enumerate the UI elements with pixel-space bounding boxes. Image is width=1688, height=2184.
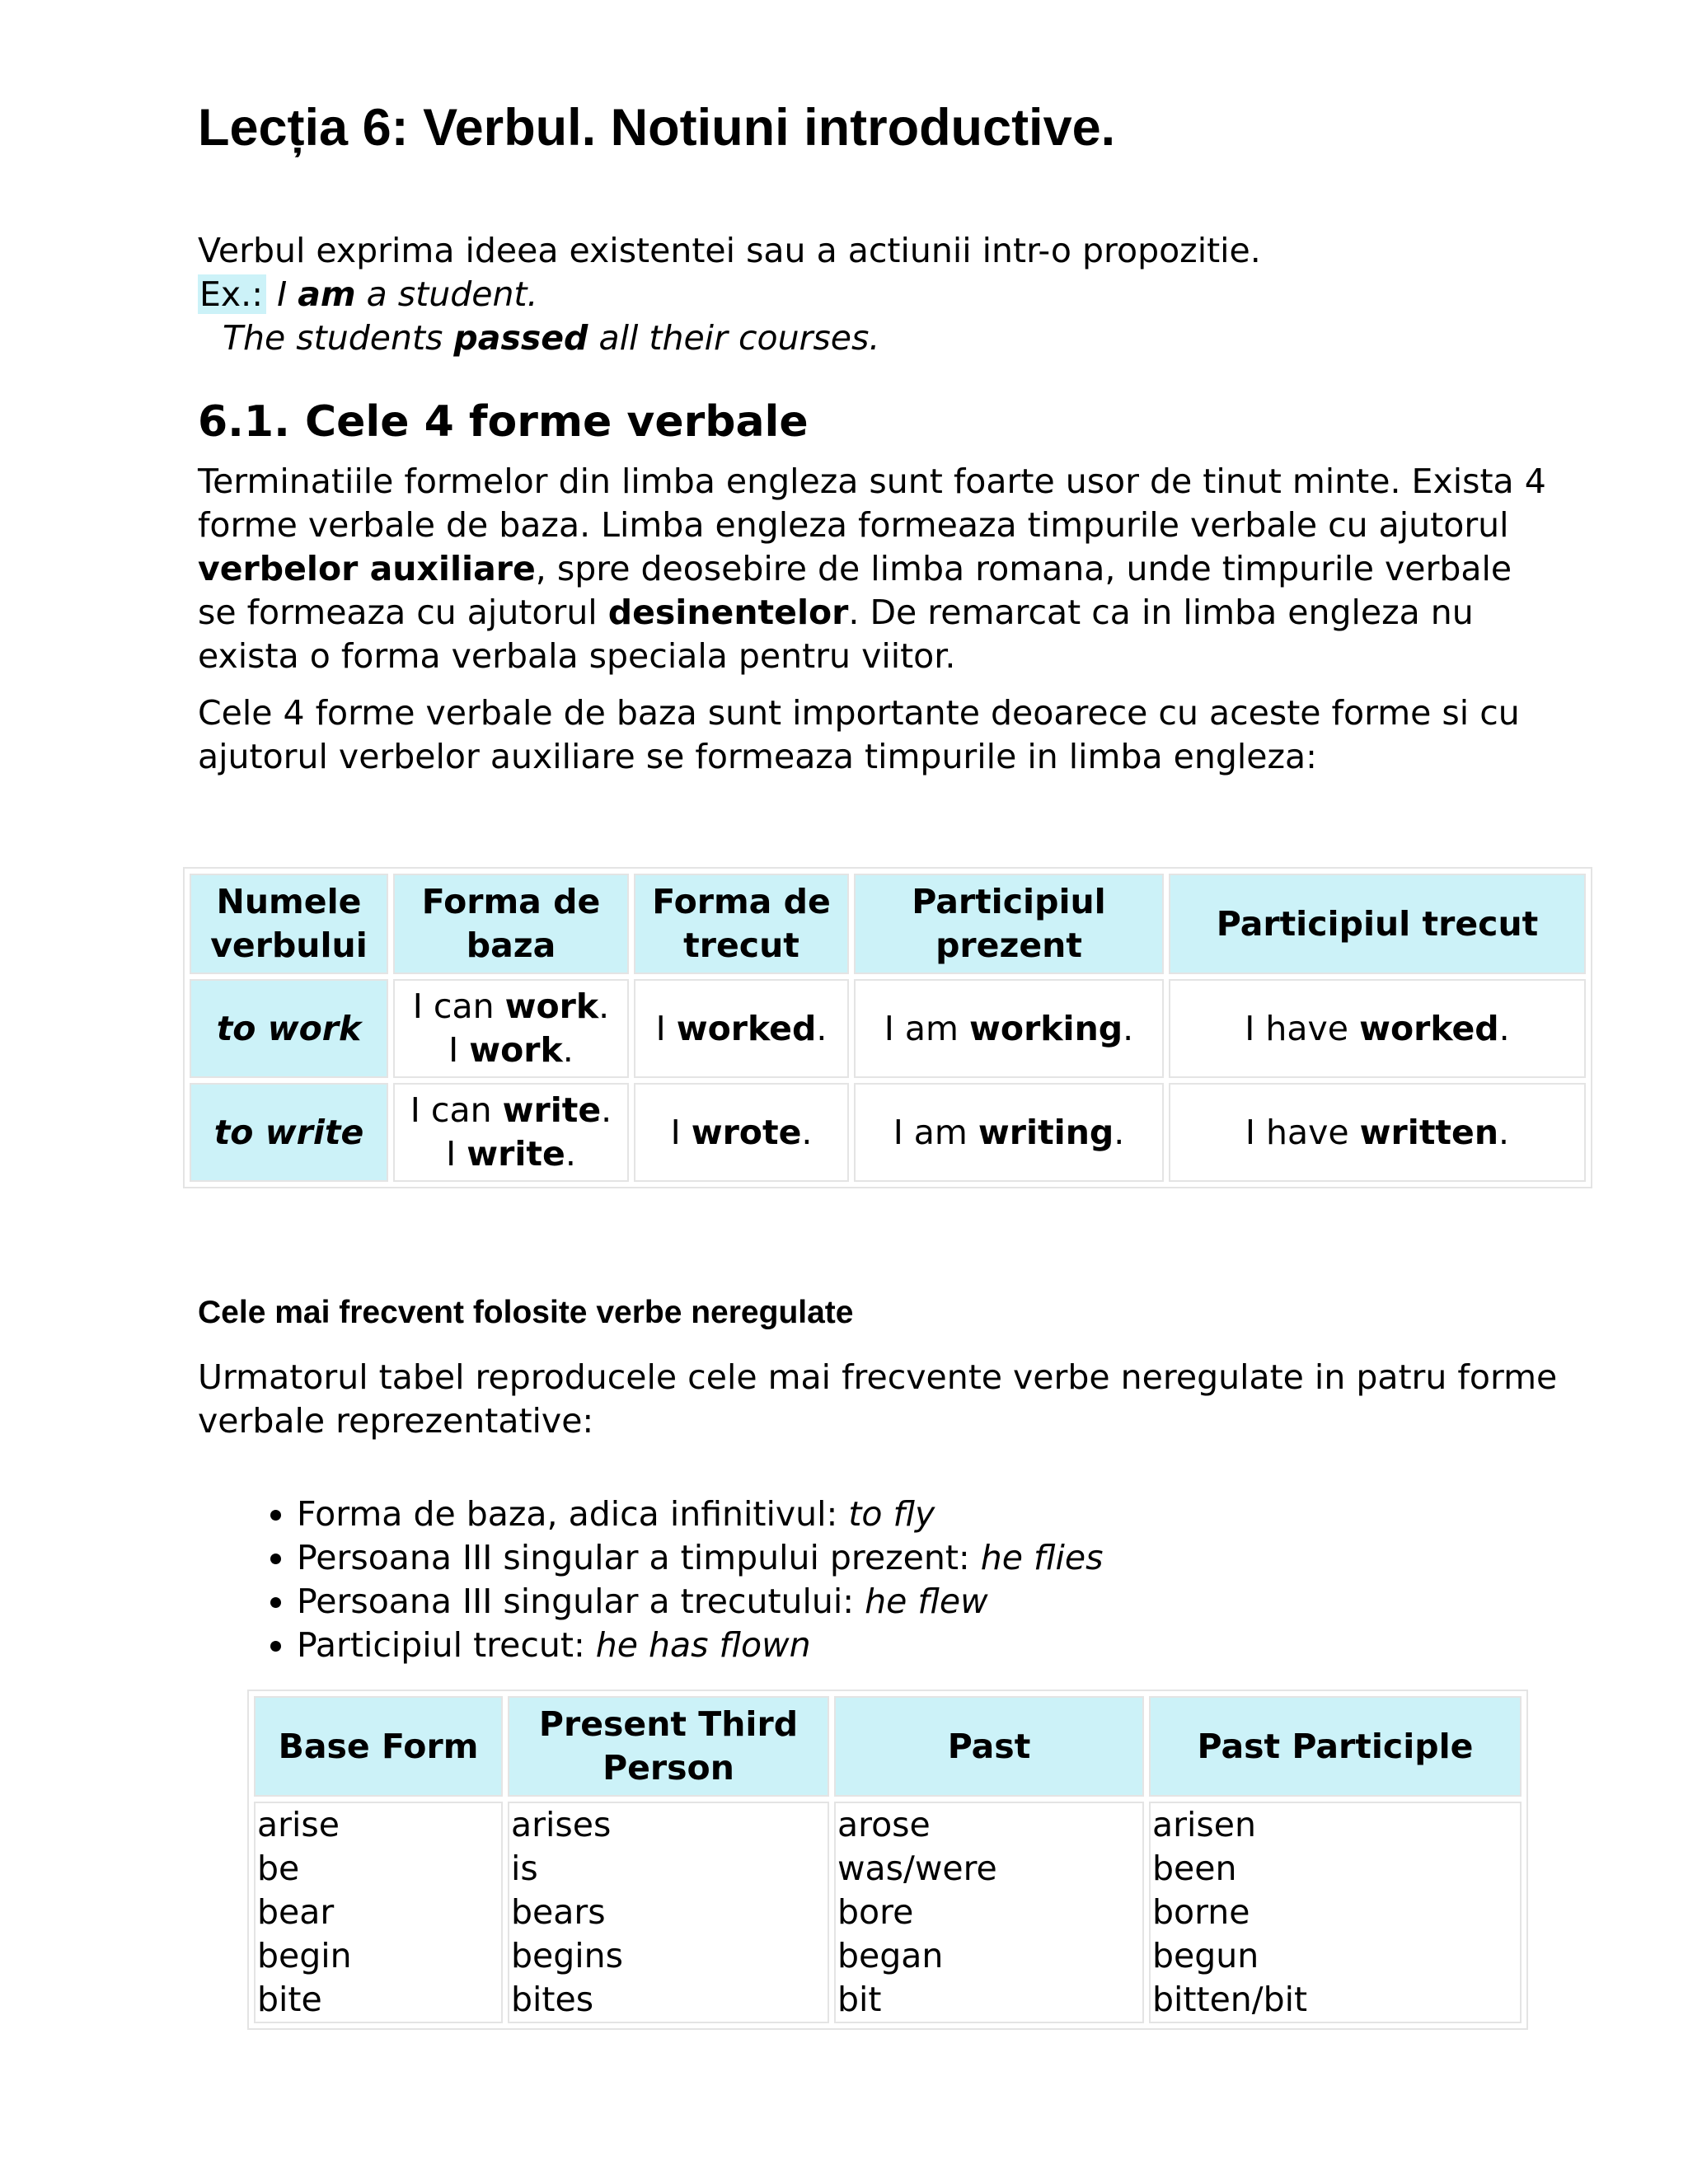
past-participle-column [1149, 1802, 1522, 2023]
present-third-person-column [508, 1802, 829, 2023]
irregular-verbs-intro: Urmatorul tabel reproducele cele mai frecvente verbe neregulate in patru forme verbale reprezentative: [198, 1357, 1558, 1441]
irregular-verbs-table [247, 1690, 1528, 2030]
cell-value: bites [511, 1980, 594, 2019]
present-participle-cell: I am working. [854, 979, 1164, 1078]
cell-value: been [1152, 1849, 1237, 1888]
cell-value: borne [1152, 1892, 1250, 1932]
base-form-cell: I can work. I work. [393, 979, 629, 1078]
column-header: Participiul prezent [854, 874, 1164, 974]
cell-value: begun [1152, 1936, 1259, 1975]
cell-value: arise [257, 1805, 340, 1844]
past-form-cell: I worked. [634, 979, 849, 1078]
cell-value: bitten/bit [1152, 1980, 1308, 2019]
column-header: Numele verbului [190, 874, 388, 974]
cell-value: began [837, 1936, 944, 1975]
verb-forms-list [198, 1493, 1558, 1667]
column-header: Forma de trecut [634, 874, 849, 974]
column-header: Base Form [254, 1696, 503, 1797]
irregular-verbs-section [198, 1294, 1558, 1667]
cell-value: bears [511, 1892, 606, 1932]
definition-text: Verbul exprima ideea existentei sau a actiunii intr-o propozitie. [198, 230, 1261, 270]
present-participle-cell: I am writing. [854, 1083, 1164, 1182]
verb-forms-paragraph-1: Terminatiile formelor din limba engleza sunt foarte usor de tinut minte. Exista 4 forme verbale de baza. Limba engleza formeaza timpurile verbale cu ajutorul verbelor auxiliare, spre deosebire de limba romana, unde timpurile verbale se formeaza cu ajutorul desinentelor. De remarcat ca in limba engleza nu exista o forma verbala speciala pentru viitor. [198, 462, 1546, 677]
list-item: • Persoana III singular a trecutului: he flew [297, 1580, 1558, 1624]
example-2: The students passed all their courses. [223, 317, 880, 358]
cell-value: begin [257, 1936, 352, 1975]
table-header-row [254, 1696, 1522, 1797]
verb-name-cell: to write [190, 1083, 388, 1182]
table-header-row [190, 874, 1586, 974]
table-row [254, 1802, 1522, 2023]
cell-value: bore [837, 1892, 914, 1932]
column-header: Participiul trecut [1169, 874, 1586, 974]
cell-value: was/were [837, 1849, 997, 1888]
cell-value: be [257, 1849, 300, 1888]
list-item: • Forma de baza, adica infinitivul: to fly [297, 1493, 1558, 1536]
column-header: Present Third Person [508, 1696, 829, 1797]
list-item: • Participiul trecut: he has flown [297, 1624, 1558, 1667]
document-body [198, 97, 1558, 779]
cell-value: bite [257, 1980, 322, 2019]
cell-value: bear [257, 1892, 335, 1932]
example-line-2 [198, 316, 1558, 360]
column-header: Forma de baza [393, 874, 629, 974]
column-header: Past [834, 1696, 1144, 1797]
verb-forms-table [183, 867, 1592, 1188]
example-1: I am a student. [277, 274, 538, 314]
base-form-column [254, 1802, 503, 2023]
past-participle-cell: I have worked. [1169, 979, 1586, 1078]
past-form-cell: I wrote. [634, 1083, 849, 1182]
example-line-1 [198, 273, 1558, 316]
table-row [190, 1083, 1586, 1182]
past-column [834, 1802, 1144, 2023]
example-label: Ex.: [198, 274, 266, 314]
cell-value: bit [837, 1980, 882, 2019]
column-header: Past Participle [1149, 1696, 1522, 1797]
past-participle-cell: I have written. [1169, 1083, 1586, 1182]
cell-value: arose [837, 1805, 931, 1844]
page-title: Lecția 6: Verbul. Notiuni introductive. [198, 99, 1116, 157]
table-row [190, 979, 1586, 1078]
section-heading-irregular-verbs: Cele mai frecvent folosite verbe neregulate [198, 1295, 854, 1330]
cell-value: arisen [1152, 1805, 1256, 1844]
verb-forms-paragraph-2: Cele 4 forme verbale de baza sunt importante deoarece cu aceste forme si cu ajutorul verbelor auxiliare se formeaza timpurile in limba engleza: [198, 693, 1520, 777]
cell-value: begins [511, 1936, 624, 1975]
verb-name-cell: to work [190, 979, 388, 1078]
cell-value: is [511, 1849, 538, 1888]
section-heading-verb-forms: 6.1. Cele 4 forme verbale [198, 396, 809, 447]
cell-value: arises [511, 1805, 612, 1844]
list-item: • Persoana III singular a timpului prezent: he flies [297, 1536, 1558, 1580]
base-form-cell: I can write. I write. [393, 1083, 629, 1182]
